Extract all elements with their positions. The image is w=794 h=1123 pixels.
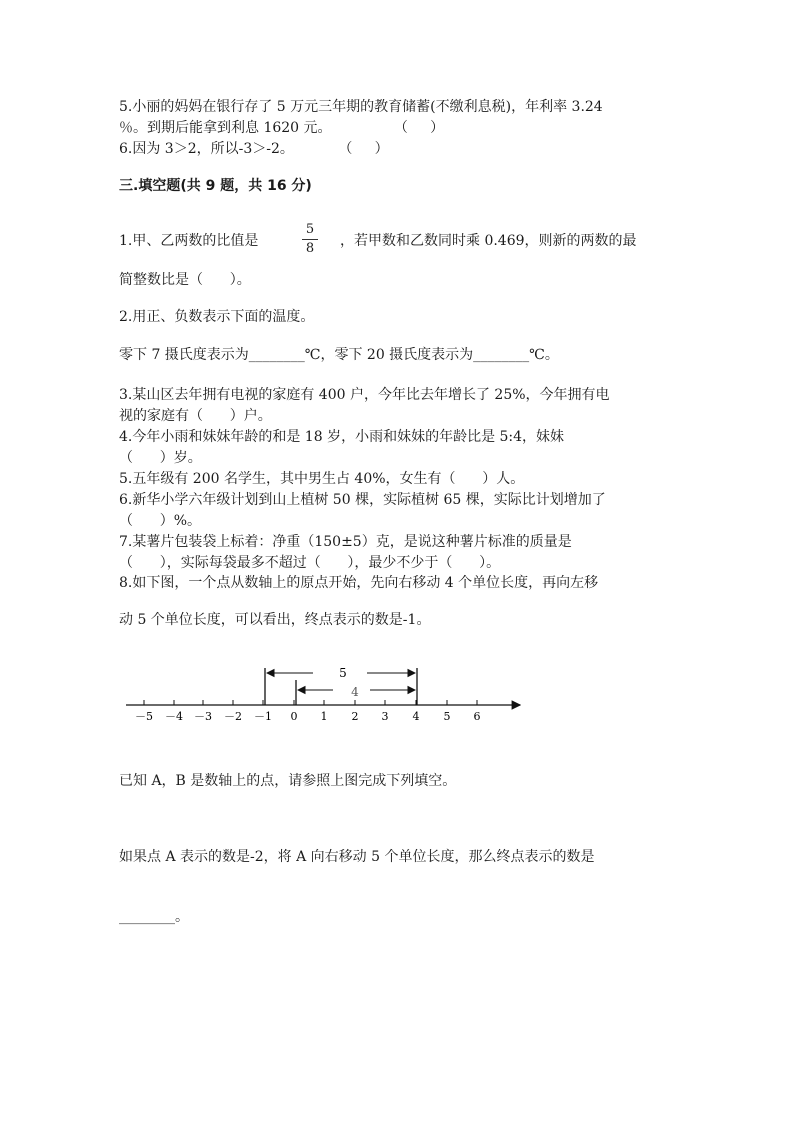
number-line-tick-label: 1 xyxy=(320,710,328,723)
fill-q8-line1: 8.如下图，一个点从数轴上的原点开始，先向右移动 4 个单位长度，再向左移 xyxy=(119,575,599,591)
fill-q8-line5: ________。 xyxy=(119,909,189,925)
number-line-tick-label: 4 xyxy=(412,710,420,723)
fill-q1-before: 1.甲、乙两数的比值是 xyxy=(119,233,259,249)
number-line-figure xyxy=(0,650,794,730)
fill-q1-line2: 简整数比是（ ）。 xyxy=(119,272,251,288)
fill-q3-line1: 3.某山区去年拥有电视的家庭有 400 户，今年比去年增长了 25%，今年拥有电 xyxy=(119,387,610,403)
number-line-tick-label: －1 xyxy=(254,710,272,723)
number-line-tick-label: －5 xyxy=(135,710,153,723)
fraction-5-8 xyxy=(300,222,320,257)
number-line-tick-label: －3 xyxy=(194,710,212,723)
fraction-numerator: 5 xyxy=(305,222,315,237)
section-heading: 三.填空题(共 9 题，共 16 分) xyxy=(119,178,312,194)
fraction-bar xyxy=(302,239,318,240)
number-line-tick-label: 6 xyxy=(473,710,481,723)
fill-q7-line1: 7.某薯片包装袋上标着：净重（150±5）克，是说这种薯片标准的质量是 xyxy=(119,534,572,550)
fraction-denominator: 8 xyxy=(305,241,315,256)
fill-q4-line2: （ ）岁。 xyxy=(119,450,202,466)
number-line-tick-label: 0 xyxy=(290,710,298,723)
judge-q5-line2: ％。到期后能拿到利息 1620 元。 （ ） xyxy=(119,120,445,136)
number-line-tick-label: －2 xyxy=(224,710,242,723)
number-line-tick-label: －4 xyxy=(165,710,183,723)
number-line-tick-label: 3 xyxy=(381,710,389,723)
number-line-tick-label: 2 xyxy=(351,710,359,723)
fill-q8-line3: 已知 A，B 是数轴上的点，请参照上图完成下列填空。 xyxy=(119,773,457,789)
arrow-long-label: 5 xyxy=(339,666,347,680)
fill-q1-after: ，若甲数和乙数同时乘 0.469，则新的两数的最 xyxy=(340,233,637,249)
number-line-tick-label: 5 xyxy=(443,710,451,723)
arrow-short-label: 4 xyxy=(351,685,359,699)
fill-q2-line1: 2.用正、负数表示下面的温度。 xyxy=(119,309,315,325)
fill-q7-line2: （ ），实际每袋最多不超过（ ），最少不少于（ ）。 xyxy=(119,555,501,571)
fill-q5: 5.五年级有 200 名学生，其中男生占 40%，女生有（ ）人。 xyxy=(119,471,525,487)
fill-q8-line2: 动 5 个单位长度，可以看出，终点表示的数是-1。 xyxy=(119,612,431,628)
judge-q6: 6.因为 3＞2，所以-3＞-2。 （ ） xyxy=(119,141,389,157)
fill-q6-line2: （ ）%。 xyxy=(119,513,202,529)
fill-q6-line1: 6.新华小学六年级计划到山上植树 50 棵，实际植树 65 棵，实际比计划增加了 xyxy=(119,492,606,508)
number-line-ticks xyxy=(135,700,481,723)
fill-q4-line1: 4.今年小雨和妹妹年龄的和是 18 岁，小雨和妹妹的年龄比是 5:4，妹妹 xyxy=(119,429,565,445)
fill-q8-line4: 如果点 A 表示的数是-2，将 A 向右移动 5 个单位长度，那么终点表示的数是 xyxy=(119,849,595,865)
judge-q5-line1: 5.小丽的妈妈在银行存了 5 万元三年期的教育储蓄(不缴利息税)，年利率 3.24 xyxy=(119,99,603,115)
fill-q3-line2: 视的家庭有（ ）户。 xyxy=(119,408,272,424)
fill-q2-line2: 零下 7 摄氏度表示为________℃，零下 20 摄氏度表示为________℃。 xyxy=(119,347,559,363)
